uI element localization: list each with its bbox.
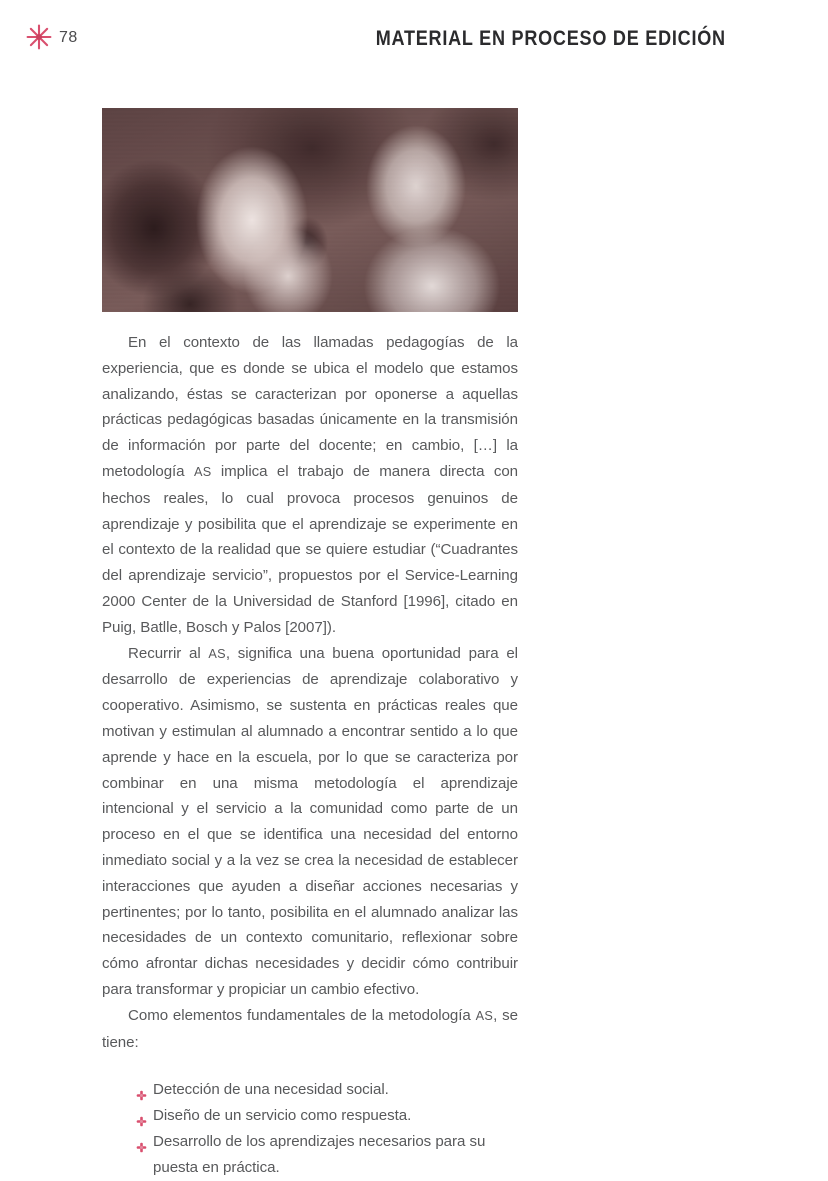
floral-plus-bullet-icon bbox=[136, 1084, 147, 1095]
page-header bbox=[0, 0, 828, 78]
paragraph-2 bbox=[102, 641, 518, 1003]
page-number: 78 bbox=[59, 29, 78, 46]
photograph-grain-overlay bbox=[102, 108, 518, 312]
list-item-label: Desarrollo de los aprendizajes necesarios para su puesta en práctica. bbox=[153, 1132, 486, 1176]
photograph bbox=[102, 108, 518, 312]
paragraph-1 bbox=[102, 330, 518, 641]
list-item bbox=[136, 1129, 518, 1181]
paragraph-3 bbox=[102, 1003, 518, 1056]
paragraph-1-text: En el contexto de las llamadas pedagogías de la experiencia, que es donde se ubica el modelo que estamos analizando, éstas se caracterizan por oponerse a aquellas prácticas pedagógicas basadas únicamente en la transmisión de información por parte del docente; en cambio, […] la metodología AS implica el trabajo de manera directa con hechos reales, lo cual provoca procesos genuinos de aprendizaje y posibilita que el aprendizaje se experimente en el contexto de la realidad que se quiere estudiar (“Cuadrantes del aprendizaje servicio”, propuestos por el Service-Learning 2000 Center de la Universidad de Stanford [1996], citado en Puig, Batlle, Bosch y Palos [2007]). bbox=[102, 334, 519, 636]
list-item-label: Detección de una necesidad social. bbox=[153, 1081, 389, 1099]
floral-plus-bullet-icon bbox=[136, 1110, 147, 1121]
running-head: MATERIAL EN PROCESO DE EDICIÓN bbox=[375, 26, 726, 50]
list-item-label: Diseño de un servicio como respuesta. bbox=[153, 1107, 412, 1125]
list-item bbox=[136, 1103, 518, 1129]
bullet-list bbox=[102, 1077, 518, 1180]
floral-plus-bullet-icon bbox=[136, 1136, 147, 1147]
paragraph-2-text: Recurrir al AS, significa una buena oportunidad para el desarrollo de experiencias de aprendizaje colaborativo y cooperativo. Asimismo, se sustenta en prácticas reales que motivan y estimulan al alumnado a encontrar sentido a lo que aprende y hace en la escuela, por lo que se caracteriza por combinar en una misma metodología el aprendizaje intencional y el servicio a la comunidad como parte de un proceso en el que se identifica una necesidad del entorno inmediato social y a la vez se crea la necesidad de establecer interacciones que ayuden a diseñar acciones necesarias y pertinentes; por lo tanto, posibilita en el alumnado analizar las necesidades de un contexto comunitario, reflexionar sobre cómo afrontar dichas necesidades y decidir cómo contribuir para transformar y propiciar un cambio efectivo. bbox=[102, 644, 518, 998]
body-text-column bbox=[102, 330, 518, 1181]
folio bbox=[26, 24, 78, 50]
paragraph-3-text: Como elementos fundamentales de la metodología AS, se tiene: bbox=[102, 1006, 518, 1051]
floral-asterisk-icon bbox=[26, 24, 52, 50]
list-item bbox=[136, 1077, 518, 1103]
